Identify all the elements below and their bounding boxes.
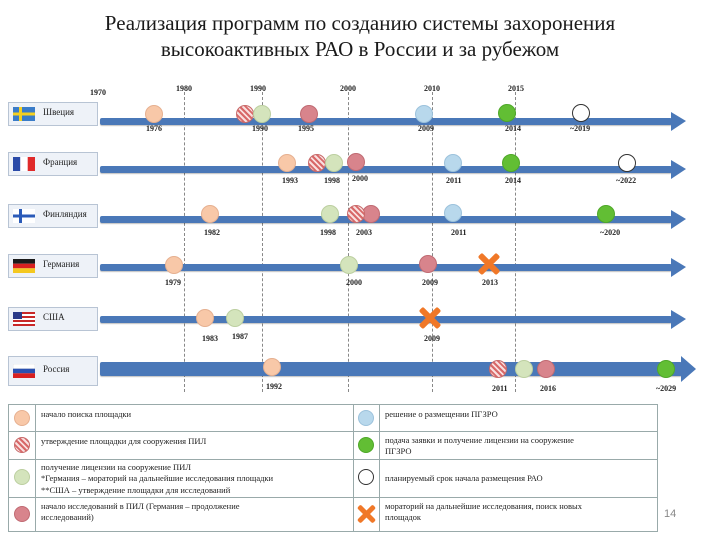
milestone-year: 1982	[204, 228, 220, 237]
milestone-year: 2011	[451, 228, 467, 237]
year-label: 1970	[90, 88, 106, 97]
legend-text: планируемый срок начала размещения РАО	[385, 473, 543, 483]
legend-text: решение о размещении ПГЗРО	[385, 409, 498, 419]
year-label: 1990	[250, 84, 266, 93]
milestone-planned-start	[572, 104, 590, 122]
milestone-research-start	[300, 105, 318, 123]
legend-text: *Германия – мораторий на дальнейшие исследования площадки	[41, 473, 274, 483]
legend-text: получение лицензии на сооружение ПИЛ	[41, 462, 192, 472]
year-label: 2000	[340, 84, 356, 93]
milestone-year: 1990	[252, 124, 268, 133]
milestone-year: 1987	[232, 332, 248, 341]
milestone-repository-decision	[444, 154, 462, 172]
milestone-year: 2009	[418, 124, 434, 133]
milestone-site-search	[196, 309, 214, 327]
country-name: Франция	[43, 157, 78, 167]
country-name: Финляндия	[43, 209, 87, 219]
legend-text: исследований)	[41, 512, 94, 522]
milestone-year: 1998	[324, 176, 340, 185]
milestone-year: 1983	[202, 334, 218, 343]
legend-moratorium-x-icon	[357, 505, 375, 523]
timeline-arrow-france	[100, 166, 672, 173]
milestone-year: 2011	[446, 176, 462, 185]
country-name: США	[43, 312, 65, 322]
milestone-repository-decision	[444, 204, 462, 222]
legend-swatch-planned-start	[358, 469, 374, 485]
year-label: 2010	[424, 84, 440, 93]
milestone-license	[515, 360, 533, 378]
legend-swatch-license	[14, 469, 30, 485]
page-number: 14	[664, 508, 677, 520]
moratorium-x-icon	[478, 253, 500, 275]
milestone-year: 2009	[424, 334, 440, 343]
sweden-flag-icon	[13, 107, 35, 121]
legend-text: утверждение площадки для сооружения ПИЛ	[41, 436, 207, 446]
legend-swatch-license-application	[358, 437, 374, 453]
milestone-year: 2011	[492, 384, 508, 393]
milestone-year: 1979	[165, 278, 181, 287]
milestone-site-approval	[236, 105, 254, 123]
legend-swatch-research-start	[14, 506, 30, 522]
russia-flag-icon	[13, 364, 35, 378]
legend-text: **США – утверждение площадки для исследований	[41, 485, 231, 495]
milestone-planned-start	[618, 154, 636, 172]
milestone-license-application	[597, 205, 615, 223]
legend-swatch-site-search	[14, 410, 30, 426]
legend-swatch-site-approval	[14, 437, 30, 453]
milestone-year: 2013	[482, 278, 498, 287]
milestone-site-approval	[226, 309, 244, 327]
milestone-year: 2003	[356, 228, 372, 237]
milestone-year: 2016	[540, 384, 556, 393]
milestone-site-approval	[308, 154, 326, 172]
country-name: Швеция	[43, 107, 75, 117]
milestone-research-start	[537, 360, 555, 378]
milestone-year: ~2022	[616, 176, 637, 185]
country-name: Германия	[43, 259, 80, 269]
country-label-russia	[8, 356, 98, 386]
year-gridline	[432, 92, 433, 392]
milestone-year: 2000	[346, 278, 362, 287]
year-gridline	[184, 92, 185, 392]
slide-title	[0, 10, 720, 62]
milestone-year: 1992	[266, 382, 282, 391]
timeline-arrow-usa	[100, 316, 672, 323]
milestone-site-search	[278, 154, 296, 172]
milestone-site-search	[165, 256, 183, 274]
legend-text: ПГЗРО	[385, 446, 412, 456]
year-gridline	[348, 92, 349, 392]
timeline-arrow-germany	[100, 264, 672, 271]
milestone-year: ~2029	[656, 384, 677, 393]
legend	[8, 404, 658, 532]
milestone-license-application	[502, 154, 520, 172]
milestone-year: 1998	[320, 228, 336, 237]
legend-text: площадок	[385, 512, 422, 522]
milestone-research-start	[419, 255, 437, 273]
milestone-site-search	[201, 205, 219, 223]
france-flag-icon	[13, 157, 35, 171]
moratorium-x-icon	[419, 307, 441, 329]
milestone-license-application	[498, 104, 516, 122]
timeline-arrow-russia	[100, 362, 682, 376]
country-label-germany	[8, 254, 98, 278]
milestone-research-start	[347, 153, 365, 171]
year-label: 2015	[508, 84, 524, 93]
milestone-site-approval	[489, 360, 507, 378]
title-line-2: высокоактивных РАО в России и за рубежом	[160, 37, 560, 61]
finland-flag-icon	[13, 209, 35, 223]
milestone-year: 1993	[282, 176, 298, 185]
milestone-year: 1995	[298, 124, 314, 133]
milestone-license	[321, 205, 339, 223]
milestone-year: ~2019	[570, 124, 591, 133]
country-label-usa	[8, 307, 98, 331]
milestone-year: 2000	[352, 174, 368, 183]
country-label-france	[8, 152, 98, 176]
milestone-license-application	[657, 360, 675, 378]
milestone-year: ~2020	[600, 228, 621, 237]
legend-text: начало поиска площадки	[41, 409, 132, 419]
milestone-license	[340, 256, 358, 274]
legend-text: начало исследований в ПИЛ (Германия – продолжение	[41, 501, 240, 511]
title-line-1: Реализация программ по созданию системы захоронения	[104, 11, 616, 35]
timeline-arrow-finland	[100, 216, 672, 223]
milestone-year: 1976	[146, 124, 162, 133]
milestone-year: 2009	[422, 278, 438, 287]
legend-text: подача заявки и получение лицензии на сооружение	[385, 435, 574, 445]
milestone-repository-decision	[415, 105, 433, 123]
country-label-sweden	[8, 102, 98, 126]
legend-text: мораторий на дальнейшие исследования, поиск новых	[385, 501, 583, 511]
milestone-license	[325, 154, 343, 172]
milestone-year: 2014	[505, 176, 521, 185]
year-gridline	[262, 92, 263, 392]
country-label-finland	[8, 204, 98, 228]
milestone-license	[253, 105, 271, 123]
year-label: 1980	[176, 84, 192, 93]
legend-swatch-repository-decision	[358, 410, 374, 426]
milestone-site-approval	[347, 205, 365, 223]
milestone-year: 2014	[505, 124, 521, 133]
milestone-site-search	[263, 358, 281, 376]
usa-flag-icon	[13, 312, 35, 326]
milestone-site-search	[145, 105, 163, 123]
country-name: Россия	[43, 364, 70, 374]
year-gridline	[515, 92, 516, 392]
germany-flag-icon	[13, 259, 35, 273]
